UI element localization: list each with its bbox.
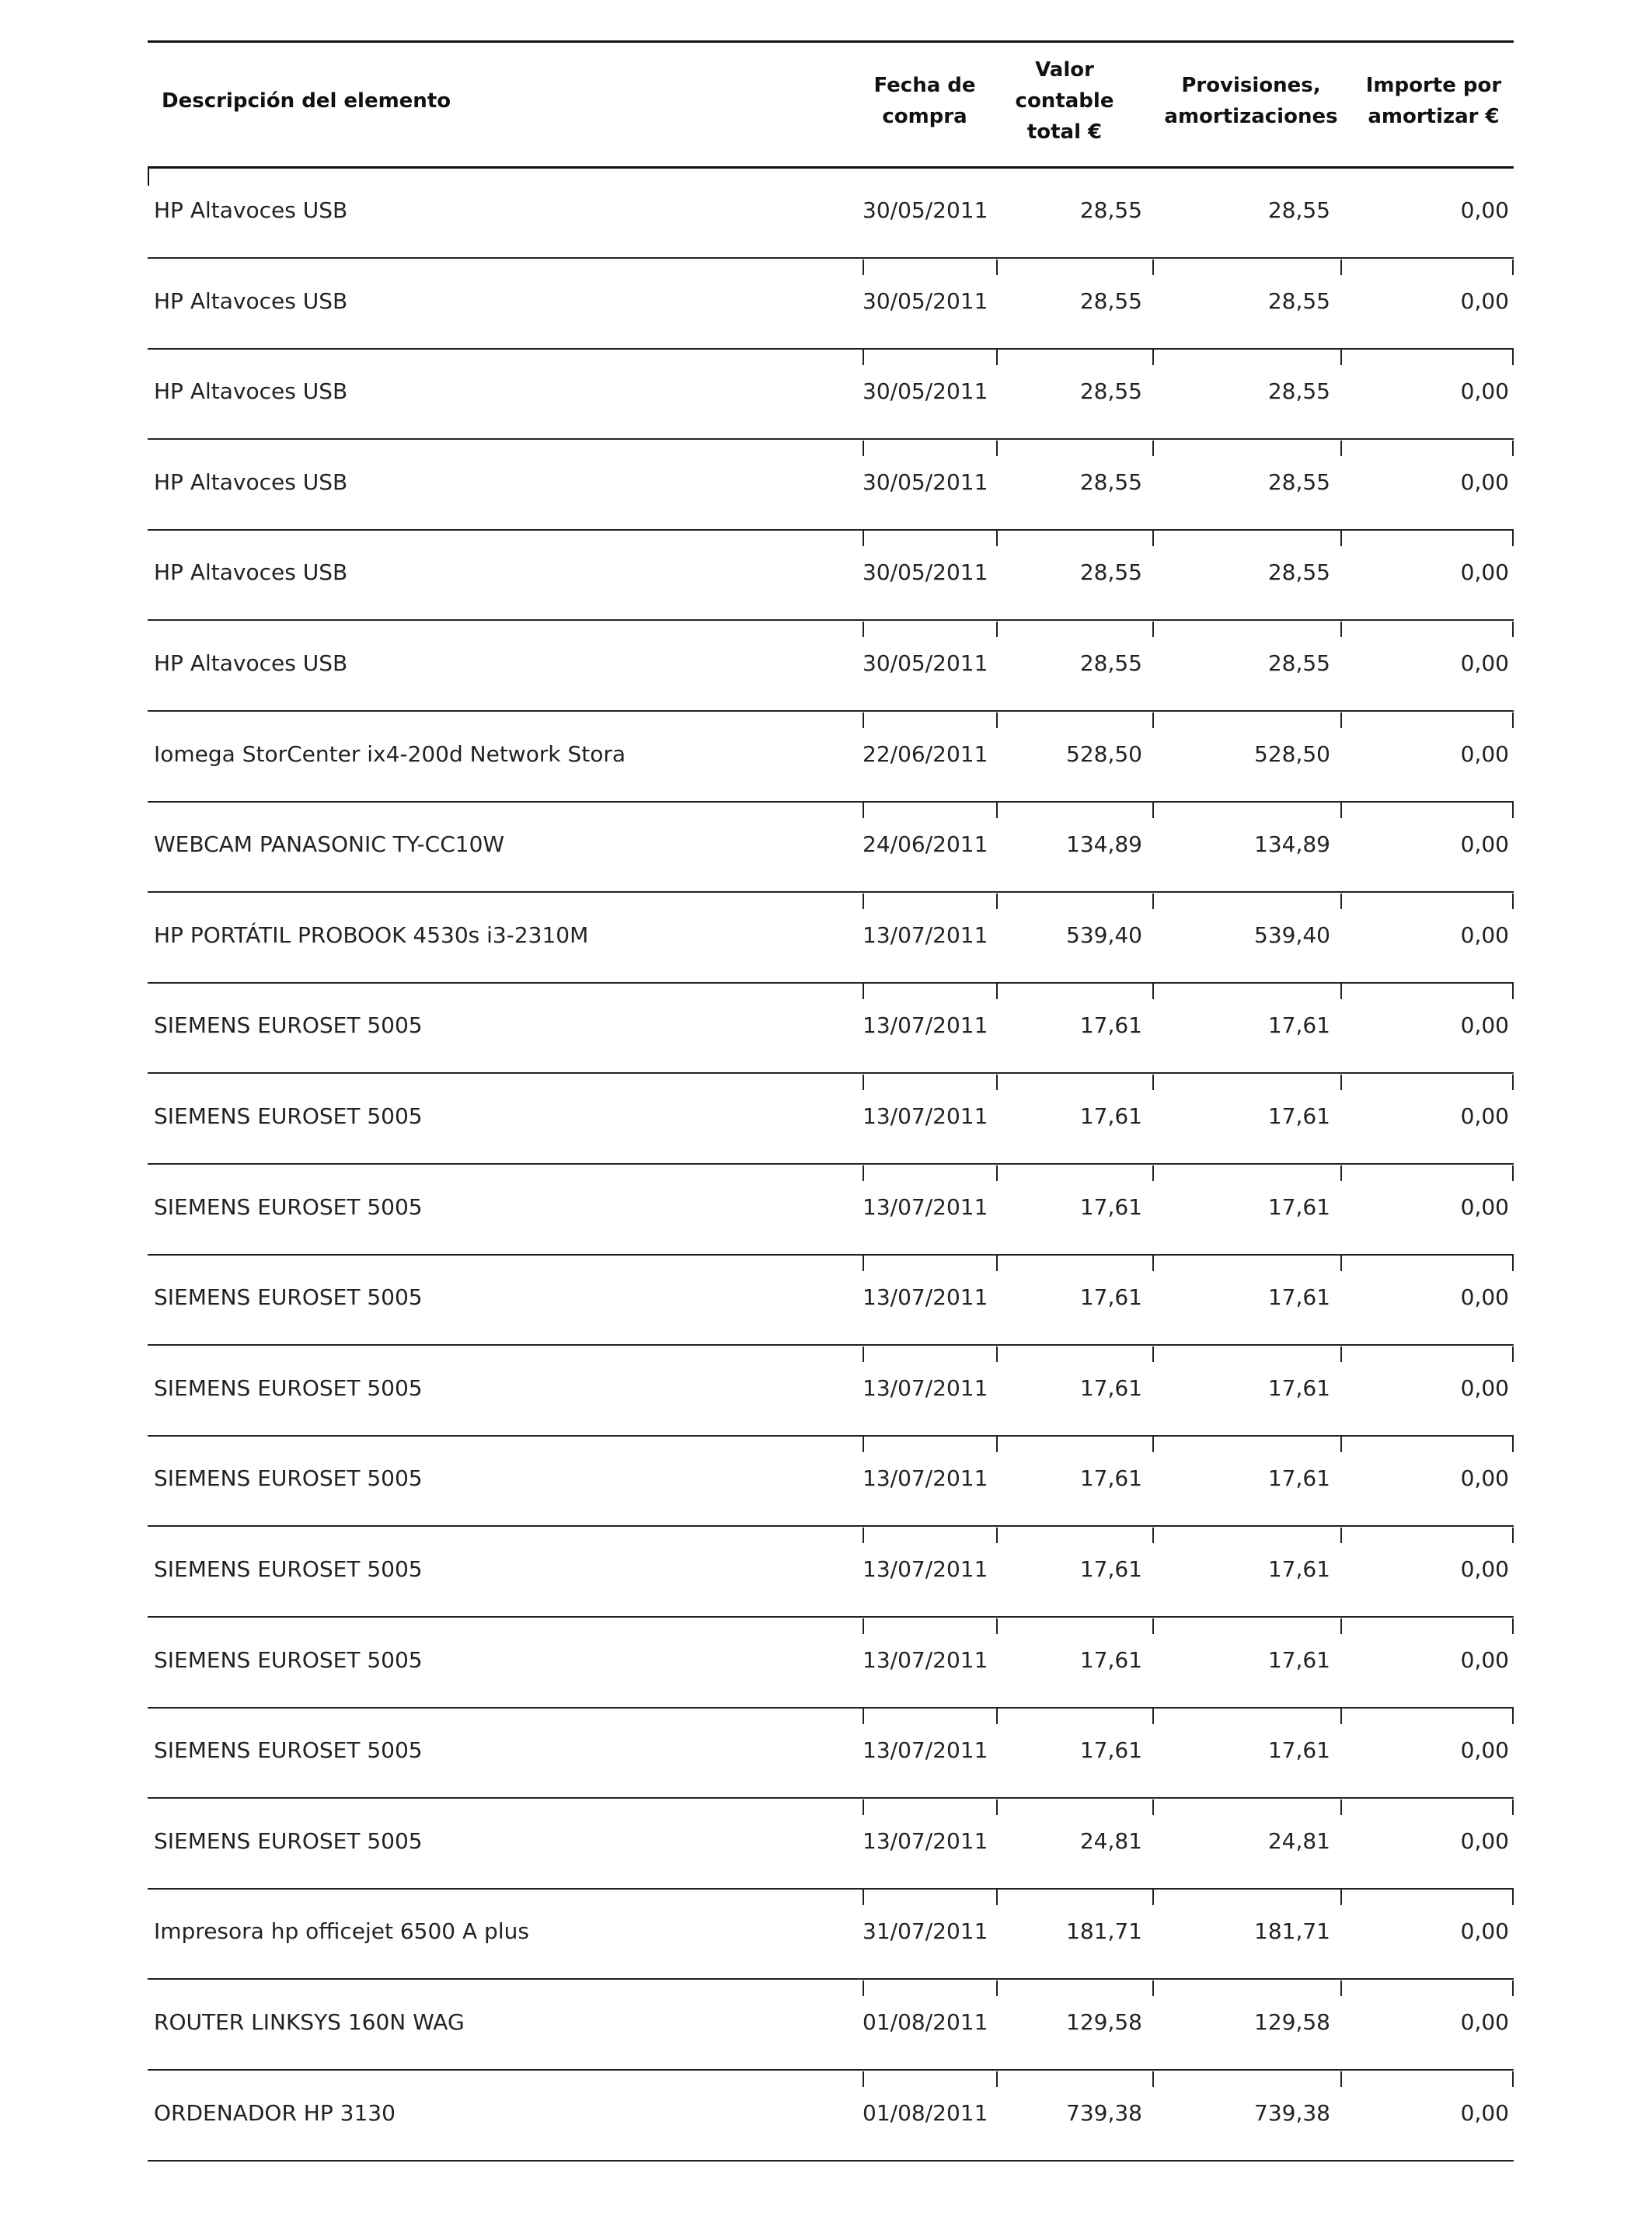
cell-descripcion: HP Altavoces USB [154, 197, 348, 223]
column-tick [1152, 894, 1154, 909]
cell-valor: 17,61 [1079, 1012, 1142, 1039]
cell-fecha: 13/07/2011 [863, 1465, 988, 1492]
column-tick [1512, 1075, 1514, 1090]
cell-fecha: 13/07/2011 [863, 1284, 988, 1311]
column-tick [996, 803, 998, 818]
cell-provisiones: 739,38 [1254, 2099, 1330, 2126]
column-tick [863, 1799, 864, 1815]
column-tick [1152, 1256, 1154, 1271]
cell-provisiones: 528,50 [1254, 740, 1330, 767]
header-importe [1356, 70, 1511, 132]
header-fecha-line1: Fecha de [873, 74, 976, 97]
cell-provisiones: 28,55 [1267, 287, 1330, 314]
column-tick [1152, 350, 1154, 365]
column-tick [1152, 1075, 1154, 1090]
cell-fecha: 01/08/2011 [863, 2009, 988, 2035]
cell-provisiones: 28,55 [1267, 378, 1330, 405]
column-tick [996, 1799, 998, 1815]
cell-fecha: 31/07/2011 [863, 1918, 988, 1945]
column-tick [1340, 1256, 1342, 1271]
cell-valor: 28,55 [1079, 378, 1142, 405]
column-tick [996, 984, 998, 999]
cell-importe: 0,00 [1460, 2009, 1509, 2035]
table-row [148, 169, 1514, 259]
header-provisiones-line1: Provisiones, [1181, 74, 1321, 97]
column-tick [1340, 1346, 1342, 1362]
column-tick [1152, 441, 1154, 456]
table-header [148, 43, 1514, 167]
cell-descripcion: SIEMENS EUROSET 5005 [154, 1103, 423, 1129]
cell-descripcion: WEBCAM PANASONIC TY-CC10W [154, 831, 505, 858]
column-tick [1152, 1709, 1154, 1724]
column-tick [1152, 2071, 1154, 2087]
column-tick [1340, 1709, 1342, 1724]
column-tick [1340, 1075, 1342, 1090]
cell-fecha: 30/05/2011 [863, 287, 988, 314]
cell-provisiones: 17,61 [1267, 1646, 1330, 1673]
cell-provisiones: 17,61 [1267, 1012, 1330, 1039]
column-tick [1340, 894, 1342, 909]
column-tick [1152, 712, 1154, 728]
column-tick [863, 984, 864, 999]
cell-valor: 17,61 [1079, 1646, 1142, 1673]
table-row [148, 894, 1514, 984]
cell-valor: 28,55 [1079, 559, 1142, 586]
table-row [148, 1075, 1514, 1165]
column-tick [996, 1256, 998, 1271]
cell-importe: 0,00 [1460, 1103, 1509, 1129]
cell-fecha: 13/07/2011 [863, 1737, 988, 1764]
column-tick [1152, 1890, 1154, 1905]
cell-valor: 28,55 [1079, 469, 1142, 495]
column-tick [996, 894, 998, 909]
cell-provisiones: 24,81 [1267, 1827, 1330, 1854]
column-tick [863, 1618, 864, 1634]
cell-fecha: 30/05/2011 [863, 469, 988, 495]
cell-fecha: 13/07/2011 [863, 1103, 988, 1129]
cell-valor: 17,61 [1079, 1193, 1142, 1220]
cell-provisiones: 17,61 [1267, 1374, 1330, 1401]
cell-fecha: 13/07/2011 [863, 1193, 988, 1220]
cell-importe: 0,00 [1460, 1374, 1509, 1401]
column-tick [1152, 1165, 1154, 1181]
column-tick [996, 350, 998, 365]
cell-importe: 0,00 [1460, 469, 1509, 495]
cell-importe: 0,00 [1460, 378, 1509, 405]
column-tick [1152, 531, 1154, 546]
table-row [148, 441, 1514, 531]
column-tick [1512, 1528, 1514, 1543]
cell-valor: 28,55 [1079, 287, 1142, 314]
cell-provisiones: 17,61 [1267, 1737, 1330, 1764]
cell-descripcion: SIEMENS EUROSET 5005 [154, 1827, 423, 1854]
table-row [148, 1618, 1514, 1709]
column-tick [863, 260, 864, 275]
cell-valor: 181,71 [1066, 1918, 1142, 1945]
cell-valor: 539,40 [1066, 921, 1142, 948]
header-valor-line1: Valor [1035, 58, 1094, 82]
cell-fecha: 30/05/2011 [863, 559, 988, 586]
cell-importe: 0,00 [1460, 1465, 1509, 1492]
column-tick [863, 1075, 864, 1090]
column-tick [1152, 984, 1154, 999]
column-tick [1512, 984, 1514, 999]
cell-descripcion: ROUTER LINKSYS 160N WAG [154, 2009, 465, 2035]
cell-importe: 0,00 [1460, 1556, 1509, 1582]
cell-descripcion: SIEMENS EUROSET 5005 [154, 1556, 423, 1582]
column-tick [863, 1709, 864, 1724]
cell-valor: 17,61 [1079, 1556, 1142, 1582]
cell-descripcion: HP Altavoces USB [154, 559, 348, 586]
cell-fecha: 13/07/2011 [863, 1374, 988, 1401]
column-tick [996, 1528, 998, 1543]
column-tick [1512, 622, 1514, 637]
table-row [148, 984, 1514, 1074]
column-tick [1340, 1799, 1342, 1815]
table-row [148, 260, 1514, 350]
header-descripcion: Descripción del elemento [162, 89, 451, 113]
column-tick [863, 1890, 864, 1905]
table-row [148, 1709, 1514, 1799]
table-row [148, 803, 1514, 893]
column-tick [1340, 712, 1342, 728]
column-tick [863, 1528, 864, 1543]
cell-valor: 17,61 [1079, 1103, 1142, 1129]
cell-importe: 0,00 [1460, 2099, 1509, 2126]
cell-valor: 17,61 [1079, 1374, 1142, 1401]
cell-descripcion: HP Altavoces USB [154, 469, 348, 495]
column-tick [996, 1346, 998, 1362]
cell-importe: 0,00 [1460, 650, 1509, 676]
table-row [148, 712, 1514, 803]
column-tick [1512, 1890, 1514, 1905]
cell-valor: 528,50 [1066, 740, 1142, 767]
cell-valor: 739,38 [1066, 2099, 1142, 2126]
cell-provisiones: 28,55 [1267, 650, 1330, 676]
header-provisiones [1158, 70, 1344, 132]
header-valor [1002, 54, 1127, 148]
cell-descripcion: Impresora hp officejet 6500 A plus [154, 1918, 529, 1945]
cell-provisiones: 134,89 [1254, 831, 1330, 858]
column-tick [1152, 1799, 1154, 1815]
table-row [148, 350, 1514, 440]
column-tick [1512, 1799, 1514, 1815]
header-fecha [863, 70, 987, 132]
cell-valor: 28,55 [1079, 197, 1142, 223]
column-tick [1152, 1980, 1154, 1996]
column-tick [1340, 1437, 1342, 1452]
cell-provisiones: 17,61 [1267, 1193, 1330, 1220]
column-tick [996, 531, 998, 546]
cell-fecha: 13/07/2011 [863, 1556, 988, 1582]
column-tick [1340, 984, 1342, 999]
header-valor-line3: total € [1026, 120, 1103, 144]
column-tick [1512, 712, 1514, 728]
cell-valor: 24,81 [1079, 1827, 1142, 1854]
table-row [148, 622, 1514, 712]
column-tick [1152, 803, 1154, 818]
column-tick [996, 1075, 998, 1090]
column-tick [1512, 1618, 1514, 1634]
column-tick [996, 1437, 998, 1452]
cell-fecha: 30/05/2011 [863, 197, 988, 223]
cell-descripcion: HP Altavoces USB [154, 287, 348, 314]
column-tick [1512, 1256, 1514, 1271]
cell-provisiones: 17,61 [1267, 1556, 1330, 1582]
cell-importe: 0,00 [1460, 1918, 1509, 1945]
table-row [148, 1890, 1514, 1980]
column-tick [863, 1256, 864, 1271]
cell-importe: 0,00 [1460, 1193, 1509, 1220]
column-tick [1340, 1980, 1342, 1996]
cell-valor: 129,58 [1066, 2009, 1142, 2035]
cell-fecha: 13/07/2011 [863, 921, 988, 948]
column-tick [1340, 803, 1342, 818]
cell-provisiones: 17,61 [1267, 1103, 1330, 1129]
table-row [148, 1346, 1514, 1437]
column-tick [863, 894, 864, 909]
column-tick [863, 622, 864, 637]
cell-valor: 17,61 [1079, 1465, 1142, 1492]
column-tick [1340, 531, 1342, 546]
cell-fecha: 24/06/2011 [863, 831, 988, 858]
column-tick [996, 1618, 998, 1634]
cell-importe: 0,00 [1460, 831, 1509, 858]
cell-provisiones: 28,55 [1267, 469, 1330, 495]
cell-importe: 0,00 [1460, 287, 1509, 314]
column-tick [1152, 622, 1154, 637]
table-row [148, 1256, 1514, 1346]
cell-descripcion: SIEMENS EUROSET 5005 [154, 1465, 423, 1492]
cell-fecha: 30/05/2011 [863, 378, 988, 405]
cell-provisiones: 28,55 [1267, 197, 1330, 223]
column-tick [1512, 350, 1514, 365]
cell-provisiones: 129,58 [1254, 2009, 1330, 2035]
cell-importe: 0,00 [1460, 1737, 1509, 1764]
column-tick [996, 441, 998, 456]
column-tick [1512, 441, 1514, 456]
column-tick [863, 441, 864, 456]
header-provisiones-line2: amortizaciones [1164, 105, 1338, 128]
cell-provisiones: 539,40 [1254, 921, 1330, 948]
column-tick [996, 1165, 998, 1181]
cell-importe: 0,00 [1460, 1284, 1509, 1311]
column-tick [1512, 1709, 1514, 1724]
cell-provisiones: 181,71 [1254, 1918, 1330, 1945]
column-tick [1340, 1618, 1342, 1634]
cell-fecha: 13/07/2011 [863, 1646, 988, 1673]
column-tick [863, 1346, 864, 1362]
table-row [148, 1528, 1514, 1618]
column-tick [863, 2071, 864, 2087]
cell-descripcion: SIEMENS EUROSET 5005 [154, 1012, 423, 1039]
cell-descripcion: SIEMENS EUROSET 5005 [154, 1193, 423, 1220]
column-tick [996, 1980, 998, 1996]
cell-fecha: 13/07/2011 [863, 1827, 988, 1854]
cell-valor: 17,61 [1079, 1737, 1142, 1764]
column-tick [1512, 1980, 1514, 1996]
cell-provisiones: 17,61 [1267, 1465, 1330, 1492]
column-tick [996, 622, 998, 637]
column-tick [1152, 1618, 1154, 1634]
column-tick [1340, 622, 1342, 637]
column-tick [1340, 260, 1342, 275]
cell-provisiones: 17,61 [1267, 1284, 1330, 1311]
column-tick [863, 1437, 864, 1452]
header-fecha-line2: compra [882, 105, 967, 128]
cell-importe: 0,00 [1460, 1827, 1509, 1854]
column-tick [863, 1980, 864, 1996]
column-tick [1340, 1165, 1342, 1181]
cell-descripcion: SIEMENS EUROSET 5005 [154, 1737, 423, 1764]
cell-descripcion: ORDENADOR HP 3130 [154, 2099, 396, 2126]
cell-fecha: 13/07/2011 [863, 1012, 988, 1039]
cell-descripcion: SIEMENS EUROSET 5005 [154, 1646, 423, 1673]
column-tick [1152, 1346, 1154, 1362]
cell-importe: 0,00 [1460, 559, 1509, 586]
cell-descripcion: Iomega StorCenter ix4-200d Network Stora [154, 740, 626, 767]
column-tick [1340, 2071, 1342, 2087]
column-tick [1512, 803, 1514, 818]
column-tick [863, 712, 864, 728]
table-row [148, 1165, 1514, 1256]
cell-descripcion: HP PORTÁTIL PROBOOK 4530s i3-2310M [154, 921, 589, 948]
column-tick [1512, 1346, 1514, 1362]
cell-descripcion: SIEMENS EUROSET 5005 [154, 1374, 423, 1401]
column-tick [996, 712, 998, 728]
column-tick [1512, 2071, 1514, 2087]
header-valor-line2: contable [1015, 89, 1114, 113]
column-tick [996, 260, 998, 275]
header-importe-line2: amortizar € [1368, 105, 1500, 128]
table-row [148, 531, 1514, 621]
column-tick [1512, 1165, 1514, 1181]
column-tick [1512, 894, 1514, 909]
header-importe-line1: Importe por [1365, 74, 1502, 97]
cell-valor: 28,55 [1079, 650, 1142, 676]
cell-descripcion: HP Altavoces USB [154, 650, 348, 676]
cell-fecha: 22/06/2011 [863, 740, 988, 767]
table-row [148, 1980, 1514, 2071]
cell-descripcion: HP Altavoces USB [154, 378, 348, 405]
column-tick [863, 1165, 864, 1181]
column-tick [1340, 1528, 1342, 1543]
row-rule [148, 2160, 1514, 2162]
column-tick [996, 2071, 998, 2087]
table-row [148, 1799, 1514, 1890]
cell-fecha: 30/05/2011 [863, 650, 988, 676]
cell-valor: 134,89 [1066, 831, 1142, 858]
column-tick [1512, 531, 1514, 546]
cell-importe: 0,00 [1460, 1646, 1509, 1673]
cell-descripcion: SIEMENS EUROSET 5005 [154, 1284, 423, 1311]
cell-importe: 0,00 [1460, 921, 1509, 948]
column-tick [863, 350, 864, 365]
column-tick [996, 1890, 998, 1905]
cell-importe: 0,00 [1460, 740, 1509, 767]
column-tick [863, 531, 864, 546]
column-tick [1512, 1437, 1514, 1452]
column-tick [996, 1709, 998, 1724]
column-tick [863, 803, 864, 818]
column-tick [1340, 1890, 1342, 1905]
column-tick [1152, 1528, 1154, 1543]
cell-fecha: 01/08/2011 [863, 2099, 988, 2126]
column-tick [1340, 441, 1342, 456]
column-tick [1152, 1437, 1154, 1452]
column-tick [1340, 350, 1342, 365]
column-tick [1152, 260, 1154, 275]
cell-provisiones: 28,55 [1267, 559, 1330, 586]
cell-valor: 17,61 [1079, 1284, 1142, 1311]
column-tick [1512, 260, 1514, 275]
cell-importe: 0,00 [1460, 197, 1509, 223]
table-row [148, 1437, 1514, 1527]
cell-importe: 0,00 [1460, 1012, 1509, 1039]
table-row [148, 2071, 1514, 2162]
